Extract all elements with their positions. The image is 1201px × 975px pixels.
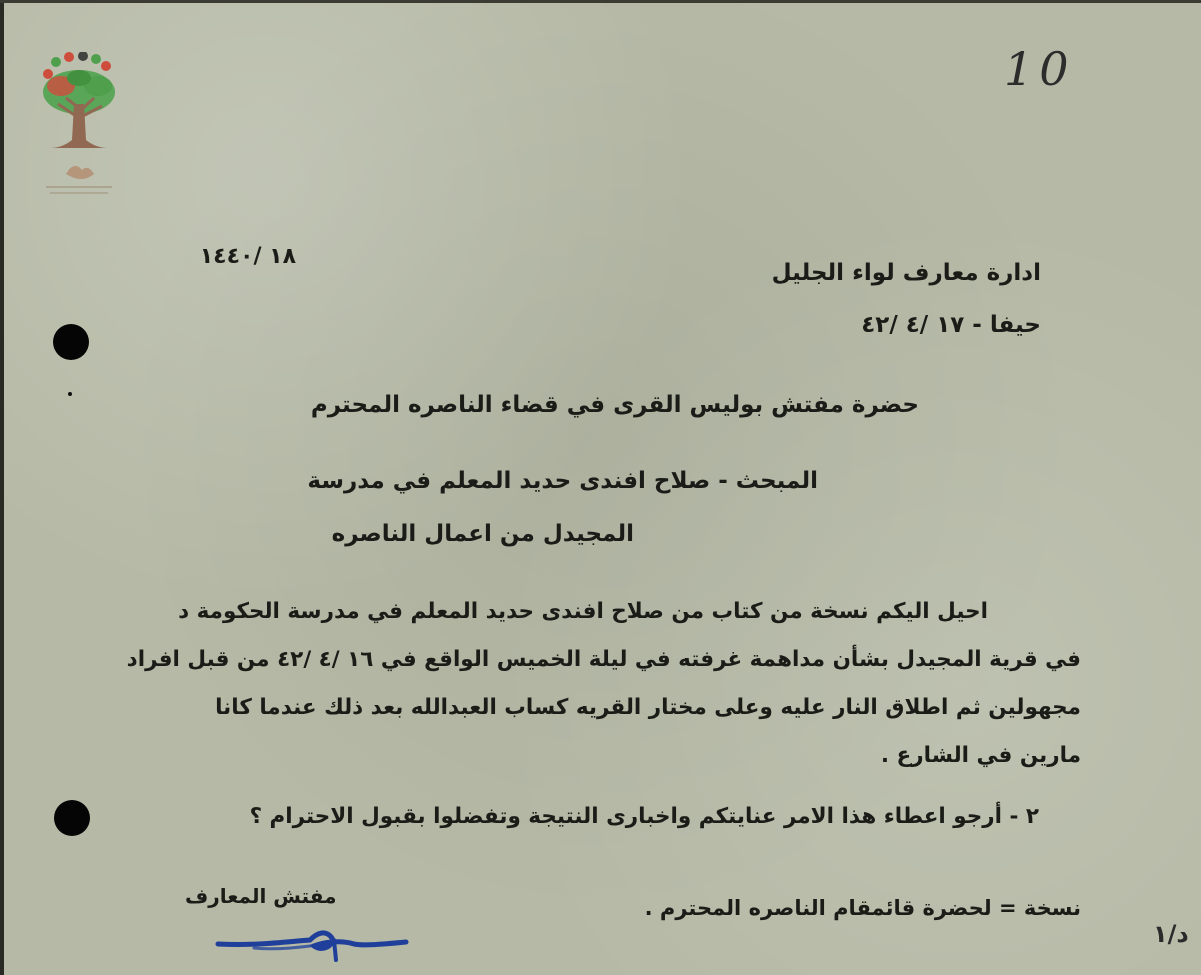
subject-line-2: المجيدل من اعمال الناصره — [331, 521, 634, 547]
corner-mark: د/١ — [1153, 920, 1189, 948]
reference-number: ١٨ /١٤٤٠ — [199, 244, 296, 269]
handwritten-signature — [214, 924, 410, 964]
sender-office: ادارة معارف لواء الجليل — [771, 260, 1041, 286]
body-line: مجهولين ثم اطلاق النار عليه وعلى مختار القريه كساب العبدالله بعد ذلك عندما كانا — [215, 695, 1081, 720]
place-and-date: حيفا - ١٧ /٤ /٤٢ — [861, 312, 1041, 338]
archive-page-number: 10 — [1004, 42, 1075, 96]
addressee: حضرة مفتش بوليس القرى في قضاء الناصره المحترم — [310, 392, 919, 418]
punch-hole-top — [53, 324, 89, 360]
signature-title: مفتش المعارف — [185, 884, 337, 908]
copy-note: نسخة = لحضرة قائمقام الناصره المحترم . — [644, 896, 1081, 920]
body-line: في قرية المجيدل بشأن مداهمة غرفته في ليلة الخميس الواقع في ١٦ /٤ /٤٢ من قبل افراد — [126, 647, 1081, 672]
body-line: احيل اليكم نسخة من كتاب من صلاح افندى حديد المعلم في مدرسة الحكومة د — [178, 599, 988, 624]
scan-edge-left — [0, 0, 4, 975]
body-line: مارين في الشارع . — [880, 743, 1081, 768]
letter-body — [121, 588, 1081, 780]
scan-edge-top — [0, 0, 1201, 3]
ink-speck — [68, 392, 72, 396]
request-paragraph: ٢ - أرجو اعطاء هذا الامر عنايتكم واخبارى النتيجة وتفضلوا بقبول الاحترام ؟ — [249, 804, 1039, 829]
tree-logo-icon — [36, 52, 122, 204]
subject-line-1: المبحث - صلاح افندى حديد المعلم في مدرسة — [307, 468, 818, 494]
punch-hole-bottom — [54, 800, 90, 836]
